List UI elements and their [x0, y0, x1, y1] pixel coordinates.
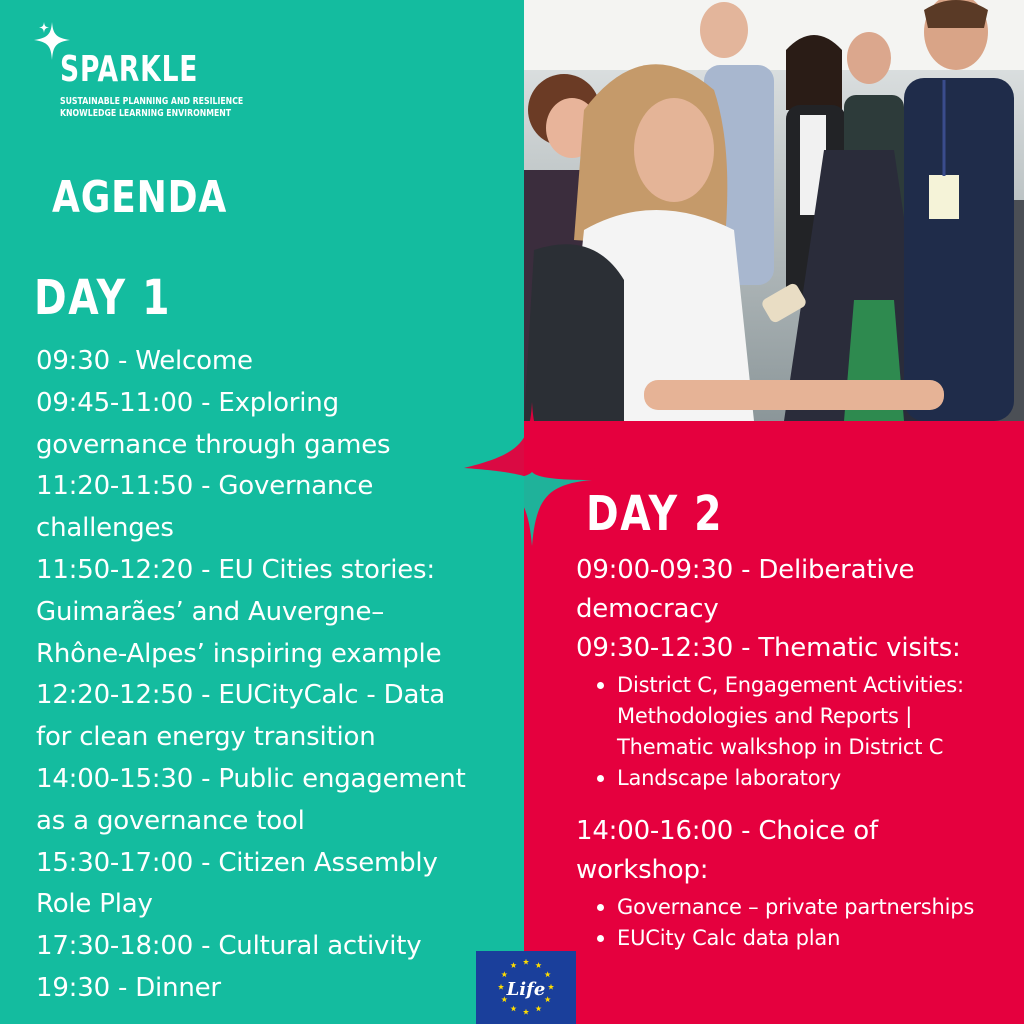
list-item-line: Thematic walkshop in District C	[617, 735, 944, 759]
list-item-line: District C, Engagement Activities:	[617, 673, 964, 697]
life-wordmark: Life	[506, 979, 546, 1000]
eu-star-icon	[545, 996, 551, 1002]
eu-star-icon	[535, 962, 541, 968]
schedule-line: 12:20-12:50 - EUCityCalc - Data	[36, 680, 445, 711]
list-item: Governance – private partnerships	[617, 892, 1016, 923]
schedule-line: Rhône-Alpes’ inspiring example	[36, 638, 442, 669]
session-line: democracy	[576, 594, 719, 624]
schedule-line: Role Play	[36, 889, 153, 920]
schedule-line: 09:30 - Welcome	[36, 346, 253, 376]
eu-star-icon	[548, 984, 554, 990]
list-item	[617, 670, 1016, 763]
agenda-title: AGENDA	[52, 172, 228, 223]
eu-star-icon	[545, 971, 551, 977]
day1-title: DAY 1	[34, 270, 172, 326]
schedule-line: challenges	[36, 513, 174, 544]
workshop-list	[576, 892, 1016, 954]
list-item: EUCity Calc data plan	[617, 923, 1016, 954]
session-line: 09:00-09:30 - Deliberative	[576, 555, 915, 585]
visits-list	[576, 670, 1016, 794]
schedule-line: 11:50-12:20 - EU Cities stories:	[36, 554, 435, 585]
eu-star-icon	[510, 1005, 516, 1011]
session-line: 14:00-16:00 - Choice of	[576, 816, 878, 846]
eu-star-icon	[510, 962, 516, 968]
schedule-line: 09:45-11:00 - Exploring	[36, 387, 339, 418]
eu-life-logo	[476, 951, 576, 1024]
event-photo	[524, 0, 1024, 421]
day2-title: DAY 2	[586, 486, 724, 542]
schedule-line: as a governance tool	[36, 805, 305, 836]
logo-tagline	[60, 96, 243, 120]
schedule-line: 15:30-17:00 - Citizen Assembly	[36, 847, 438, 878]
schedule-line: 14:00-15:30 - Public engagement	[36, 763, 466, 794]
day1-schedule	[36, 341, 516, 1010]
eu-star-icon	[523, 1009, 529, 1015]
schedule-line: 17:30-18:00 - Cultural activity	[36, 931, 422, 962]
eu-star-icon	[501, 971, 507, 977]
schedule-line: 11:20-11:50 - Governance	[36, 471, 374, 502]
logo-tagline-line: SUSTAINABLE PLANNING AND RESILIENCE	[60, 96, 244, 107]
eu-star-icon	[523, 959, 529, 965]
session-line: 09:30-12:30 - Thematic visits:	[576, 633, 961, 663]
schedule-line: Guimarães’ and Auvergne–	[36, 596, 385, 627]
list-item: Landscape laboratory	[617, 763, 1016, 794]
spacer	[576, 794, 1016, 812]
schedule-line: for clean energy transition	[36, 722, 376, 753]
eu-star-icon	[535, 1005, 541, 1011]
schedule-line: governance through games	[36, 429, 391, 460]
session-line: workshop:	[576, 855, 709, 885]
schedule-line: 19:30 - Dinner	[36, 972, 221, 1003]
sparkle-mark-icon	[462, 400, 602, 550]
list-item-line: Methodologies and Reports |	[617, 704, 913, 728]
day2-schedule	[576, 551, 1016, 954]
eu-stars-icon	[476, 951, 576, 1024]
logo-wordmark: SPARKLE	[60, 49, 199, 90]
eu-star-icon	[498, 984, 504, 990]
logo-tagline-line: KNOWLEDGE LEARNING ENVIRONMENT	[60, 108, 232, 119]
